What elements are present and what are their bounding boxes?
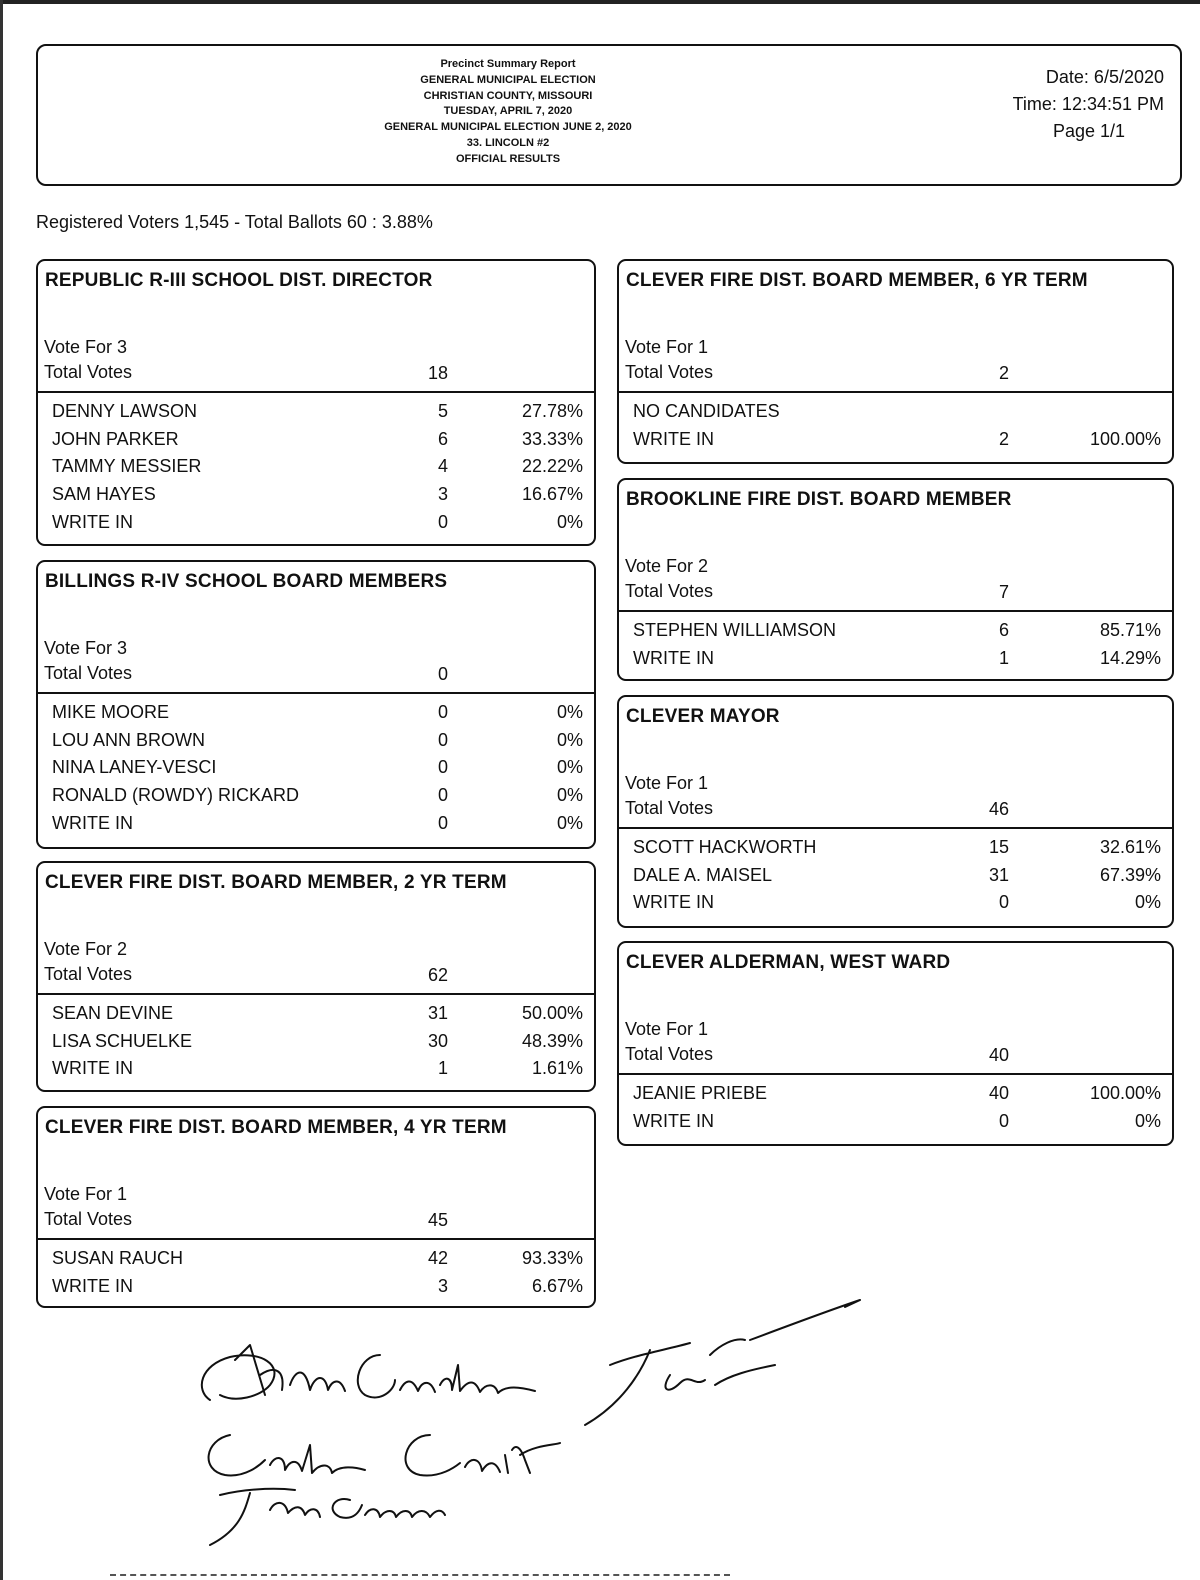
candidate-name: WRITE IN [52, 511, 133, 532]
candidate-votes: 15 [988, 837, 1009, 857]
contest-divider [619, 1073, 1172, 1075]
candidate-percent: 1.61% [531, 1058, 583, 1079]
candidate-row [38, 1058, 594, 1086]
candidate-percent: 22.22% [521, 456, 583, 477]
election-name: GENERAL MUNICIPAL ELECTION [420, 73, 596, 86]
candidate-row [38, 429, 594, 457]
candidate-row [38, 1031, 594, 1059]
candidate-name: SEAN DEVINE [52, 1003, 174, 1023]
candidate-row [38, 456, 594, 484]
candidate-percent: 0% [556, 785, 583, 806]
total-votes-label: Total Votes [625, 581, 714, 601]
candidate-name: WRITE IN [633, 428, 714, 449]
candidate-votes: 0 [437, 812, 448, 833]
candidate-votes: 0 [437, 511, 448, 532]
candidate-name: DALE A. MAISEL [633, 864, 773, 885]
candidate-list [619, 837, 1172, 920]
candidate-votes: 0 [437, 785, 448, 806]
candidate-votes: 3 [437, 484, 448, 505]
candidate-list [619, 1083, 1172, 1138]
candidate-percent: 0% [556, 757, 583, 778]
results-status: OFFICIAL RESULTS [455, 152, 561, 165]
candidate-name: STEPHEN WILLIAMSON [633, 620, 837, 640]
contest-title: CLEVER MAYOR [626, 706, 780, 727]
candidate-row [38, 1003, 594, 1031]
signature-4 [210, 1489, 445, 1545]
contest-box [617, 695, 1174, 928]
contest-box [617, 259, 1174, 464]
candidate-row [38, 730, 594, 758]
candidate-name: WRITE IN [52, 1275, 133, 1296]
candidate-row [38, 484, 594, 512]
candidate-list [619, 401, 1172, 456]
candidate-row [619, 620, 1172, 648]
candidate-name: SAM HAYES [52, 484, 156, 505]
candidate-votes: 4 [437, 456, 448, 477]
candidate-list [38, 401, 594, 539]
candidate-name: LOU ANN BROWN [52, 729, 206, 750]
contest-box [36, 560, 596, 849]
candidate-name: WRITE IN [52, 812, 133, 833]
signature-3 [209, 1435, 560, 1476]
candidate-percent: 27.78% [521, 401, 583, 421]
candidate-votes: 0 [437, 757, 448, 778]
vote-for-label: Vote For 2 [625, 556, 709, 576]
candidate-votes: 30 [427, 1030, 448, 1051]
candidate-percent: 100.00% [1089, 428, 1161, 449]
candidate-votes: 40 [988, 1083, 1009, 1103]
contest-title: CLEVER FIRE DIST. BOARD MEMBER, 4 YR TERM [45, 1117, 507, 1138]
page-edge-top [0, 0, 1200, 4]
report-meta [964, 64, 1164, 145]
candidate-percent: 14.29% [1099, 647, 1161, 668]
total-votes-label: Total Votes [625, 798, 714, 818]
total-votes-label: Total Votes [625, 362, 714, 382]
candidate-votes: 31 [988, 864, 1009, 885]
candidate-name: WRITE IN [633, 647, 714, 668]
contest-divider [38, 391, 594, 393]
candidate-row [38, 757, 594, 785]
candidate-percent: 67.39% [1099, 864, 1161, 885]
candidate-name: NINA LANEY-VESCI [52, 757, 217, 778]
candidate-name: WRITE IN [633, 892, 714, 913]
candidate-votes: 5 [437, 401, 448, 421]
contest-box [617, 941, 1174, 1146]
candidate-votes: 2 [998, 428, 1009, 449]
precinct-name: 33. LINCOLN #2 [466, 136, 550, 149]
total-votes-value: 62 [427, 965, 448, 985]
contest-divider [38, 692, 594, 694]
candidate-name: TAMMY MESSIER [52, 456, 202, 477]
report-date: Date: 6/5/2020 [1045, 67, 1164, 87]
contest-box [36, 1106, 596, 1308]
candidate-percent: 0% [556, 812, 583, 833]
candidate-name: JOHN PARKER [52, 428, 179, 449]
candidate-row [38, 702, 594, 730]
candidate-row [38, 401, 594, 429]
contest-divider [38, 993, 594, 995]
contest-title: BROOKLINE FIRE DIST. BOARD MEMBER [626, 489, 1012, 510]
candidate-name: RONALD (ROWDY) RICKARD [52, 785, 300, 806]
candidate-name: WRITE IN [52, 1058, 133, 1079]
candidate-row [619, 865, 1172, 893]
candidate-percent: 93.33% [521, 1248, 583, 1268]
candidate-row [619, 429, 1172, 457]
candidate-votes: 0 [998, 1110, 1009, 1131]
vote-for-label: Vote For 3 [44, 638, 128, 658]
vote-for-label: Vote For 1 [625, 1019, 709, 1039]
total-votes-value: 45 [427, 1210, 448, 1230]
page-edge-bottom [110, 1574, 730, 1578]
vote-for-label: Vote For 3 [44, 337, 128, 357]
report-time: Time: 12:34:51 PM [1012, 94, 1164, 114]
candidate-row [38, 785, 594, 813]
contest-divider [619, 391, 1172, 393]
candidate-percent: 33.33% [521, 428, 583, 449]
candidate-name: LISA SCHUELKE [52, 1030, 193, 1051]
candidate-percent: 0% [556, 511, 583, 532]
report-header [36, 44, 1182, 186]
turnout-summary: Registered Voters 1,545 - Total Ballots 60 : 3.88% [36, 212, 433, 232]
contest-divider [619, 610, 1172, 612]
total-votes-value: 0 [437, 664, 448, 684]
contest-divider [619, 827, 1172, 829]
total-votes-label: Total Votes [44, 663, 133, 683]
candidate-name: SCOTT HACKWORTH [633, 837, 817, 857]
contest-title: CLEVER FIRE DIST. BOARD MEMBER, 2 YR TERM [45, 872, 507, 893]
total-votes-value: 46 [988, 799, 1009, 819]
candidate-row [619, 1111, 1172, 1139]
contest-title: REPUBLIC R-III SCHOOL DIST. DIRECTOR [45, 270, 433, 291]
total-votes-value: 18 [427, 363, 448, 383]
candidate-percent: 85.71% [1099, 620, 1161, 640]
candidate-percent: 0% [556, 729, 583, 750]
candidate-name: JEANIE PRIEBE [633, 1083, 768, 1103]
vote-for-label: Vote For 2 [44, 939, 128, 959]
candidate-votes: 42 [427, 1248, 448, 1268]
candidate-list [619, 620, 1172, 675]
vote-for-label: Vote For 1 [625, 337, 709, 357]
contest-title: CLEVER FIRE DIST. BOARD MEMBER, 6 YR TERM [626, 270, 1088, 291]
candidate-percent: 0% [556, 702, 583, 722]
candidate-name: WRITE IN [633, 1110, 714, 1131]
candidate-votes: 1 [998, 647, 1009, 668]
candidate-row [619, 892, 1172, 920]
candidate-percent: 50.00% [521, 1003, 583, 1023]
signatures [190, 1295, 880, 1565]
candidate-percent: 100.00% [1089, 1083, 1161, 1103]
report-title: Precinct Summary Report [440, 58, 576, 70]
candidate-percent: 6.67% [531, 1275, 583, 1296]
candidate-votes: 0 [437, 729, 448, 750]
candidate-list [38, 702, 594, 840]
candidate-votes: 3 [437, 1275, 448, 1296]
candidate-row [619, 837, 1172, 865]
candidate-row [619, 401, 1172, 429]
candidate-votes: 31 [427, 1003, 448, 1023]
election-date: TUESDAY, APRIL 7, 2020 [443, 105, 573, 118]
candidate-row [619, 1083, 1172, 1111]
total-votes-value: 40 [988, 1045, 1009, 1065]
contest-title: BILLINGS R-IV SCHOOL BOARD MEMBERS [45, 571, 448, 592]
candidate-name: MIKE MOORE [52, 702, 170, 722]
election-subtitle: GENERAL MUNICIPAL ELECTION JUNE 2, 2020 [384, 121, 632, 134]
vote-for-label: Vote For 1 [625, 773, 709, 793]
candidate-votes: 0 [437, 702, 448, 722]
vote-for-label: Vote For 1 [44, 1184, 128, 1204]
total-votes-label: Total Votes [44, 1209, 133, 1229]
candidate-percent: 16.67% [521, 484, 583, 505]
candidate-name: DENNY LAWSON [52, 401, 198, 421]
page-edge-left [0, 0, 3, 1580]
contest-box [617, 478, 1174, 681]
total-votes-label: Total Votes [44, 362, 133, 382]
signature-1 [202, 1345, 535, 1400]
candidate-row [38, 813, 594, 841]
contest-title: CLEVER ALDERMAN, WEST WARD [626, 952, 951, 973]
candidate-percent: 0% [1134, 1110, 1161, 1131]
candidate-votes: 6 [437, 428, 448, 449]
candidate-row [38, 1248, 594, 1276]
candidate-list [38, 1003, 594, 1086]
candidate-row [38, 512, 594, 540]
candidate-name: NO CANDIDATES [633, 401, 780, 421]
candidate-votes: 1 [437, 1058, 448, 1079]
page-number: Page 1/1 [1052, 121, 1126, 141]
signature-2 [585, 1300, 860, 1425]
candidate-percent: 32.61% [1099, 837, 1161, 857]
candidate-percent: 0% [1134, 892, 1161, 913]
candidate-percent: 48.39% [521, 1030, 583, 1051]
contest-box [36, 861, 596, 1092]
total-votes-label: Total Votes [44, 964, 133, 984]
contest-divider [38, 1238, 594, 1240]
contest-box [36, 259, 596, 546]
candidate-votes: 6 [998, 620, 1009, 640]
candidate-row [619, 648, 1172, 676]
total-votes-value: 7 [998, 582, 1009, 602]
candidate-name: SUSAN RAUCH [52, 1248, 184, 1268]
report-title-block [358, 57, 658, 168]
county-name: CHRISTIAN COUNTY, MISSOURI [423, 89, 593, 102]
total-votes-value: 2 [998, 363, 1009, 383]
total-votes-label: Total Votes [625, 1044, 714, 1064]
candidate-votes: 0 [998, 892, 1009, 913]
